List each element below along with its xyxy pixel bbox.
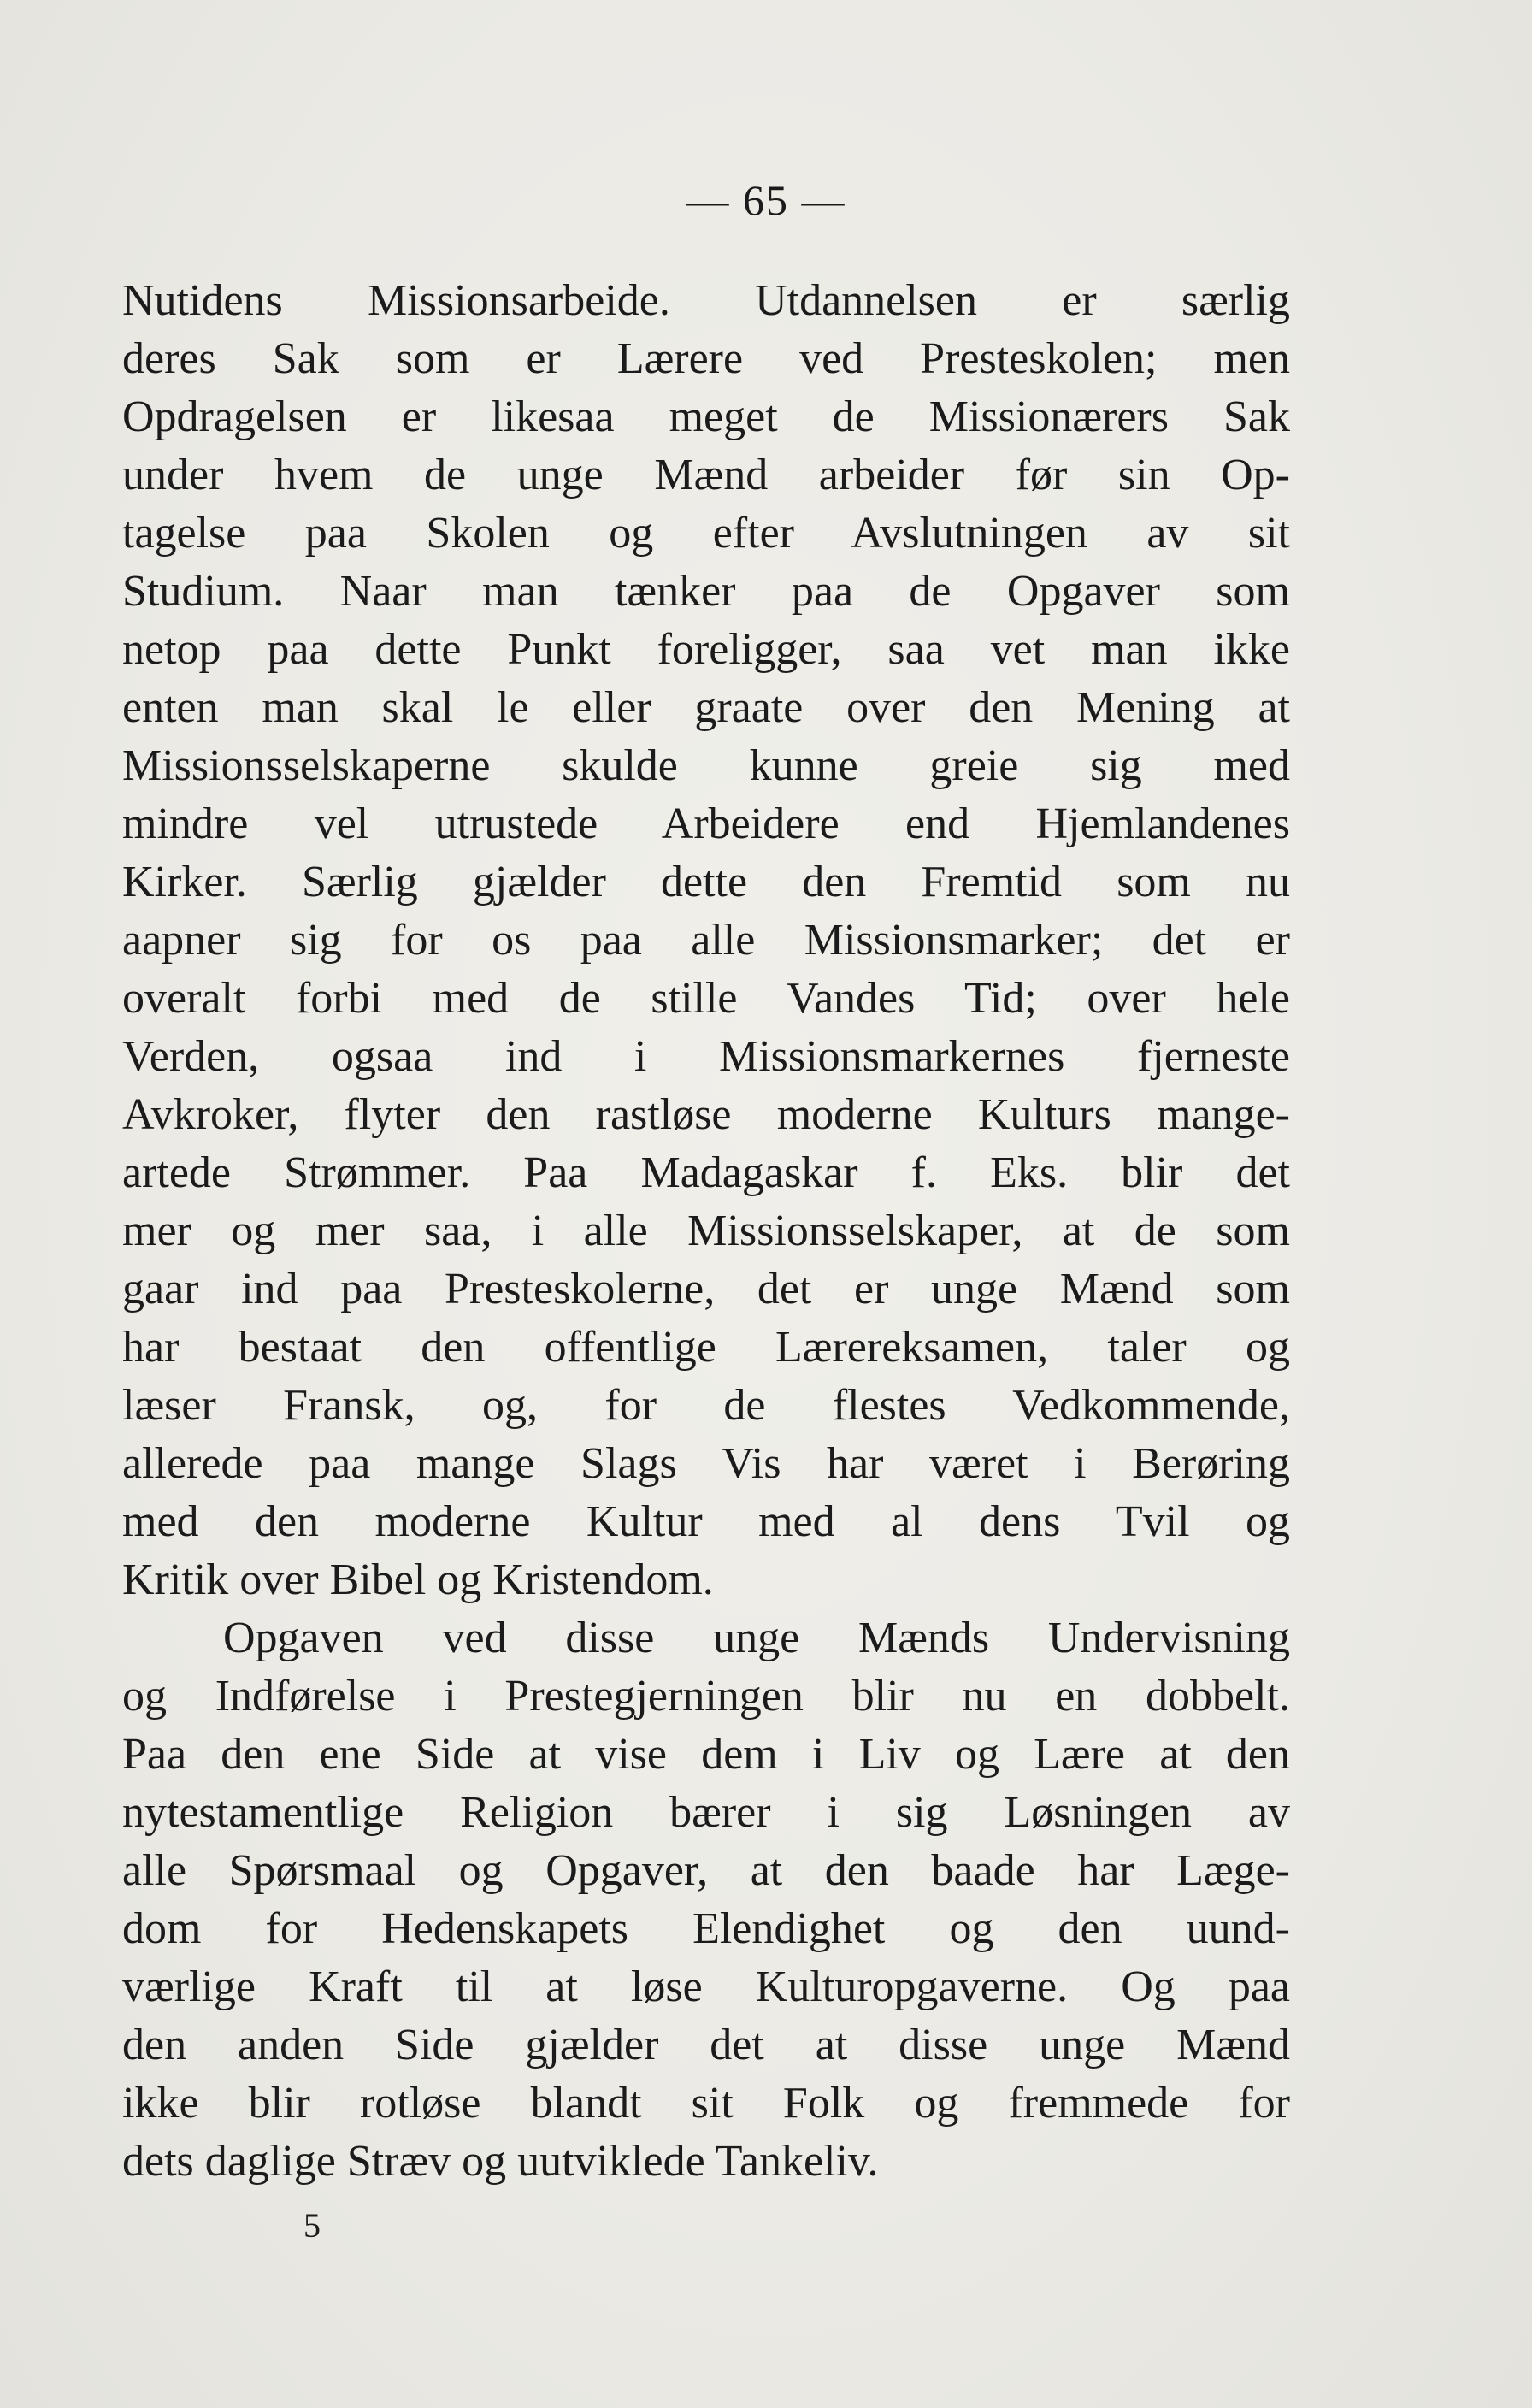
page-number: — 65 —: [686, 176, 846, 224]
text-line: alle Spørsmaal og Opgaver, at den baade har Læge-: [122, 1846, 1290, 1895]
text-line: enten man skal le eller graate over den Mening at: [122, 683, 1290, 732]
text-line: Verden, ogsaa ind i Missionsmarkernes fjerneste: [122, 1032, 1290, 1081]
text-line: tagelse paa Skolen og efter Avslutningen av sit: [122, 509, 1290, 558]
text-line: Opdragelsen er likesaa meget de Missionærers Sak: [122, 392, 1290, 441]
text-line: overalt forbi med de stille Vandes Tid; over hele: [122, 974, 1290, 1023]
text-line: værlige Kraft til at løse Kulturopgaverne. Og paa: [122, 1962, 1290, 2011]
text-line: dom for Hedenskapets Elendighet og den uund-: [122, 1904, 1290, 1953]
text-line: under hvem de unge Mænd arbeider før sin Op-: [122, 451, 1290, 499]
text-line: allerede paa mange Slags Vis har været i Berøring: [122, 1439, 1290, 1488]
text-line: Kirker. Særlig gjælder dette den Fremtid som nu: [122, 858, 1290, 906]
paragraph-start-line: Opgaven ved disse unge Mænds Undervisning: [223, 1614, 1290, 1662]
text-line: ikke blir rotløse blandt sit Folk og fremmede for: [122, 2079, 1290, 2128]
text-line: nytestamentlige Religion bærer i sig Løsningen av: [122, 1788, 1290, 1837]
text-line: mindre vel utrustede Arbeidere end Hjemlandenes: [122, 800, 1290, 848]
paragraph-end-line: dets daglige Stræv og uutviklede Tankeliv.: [122, 2137, 879, 2186]
text-line: artede Strømmer. Paa Madagaskar f. Eks. blir det: [122, 1148, 1290, 1197]
text-line: mer og mer saa, i alle Missionsselskaper, at de som: [122, 1207, 1290, 1255]
text-line: Studium. Naar man tænker paa de Opgaver som: [122, 567, 1290, 616]
text-line: har bestaat den offentlige Lærereksamen, taler og: [122, 1323, 1290, 1372]
text-line: Missionsselskaperne skulde kunne greie sig med: [122, 741, 1290, 790]
text-line: aapner sig for os paa alle Missionsmarker; det er: [122, 916, 1290, 965]
signature-mark: 5: [303, 2206, 321, 2245]
paragraph-end-line: Kritik over Bibel og Kristendom.: [122, 1555, 714, 1604]
text-line: Paa den ene Side at vise dem i Liv og Lære at den: [122, 1730, 1290, 1779]
text-line: gaar ind paa Presteskolerne, det er unge Mænd som: [122, 1265, 1290, 1313]
text-line: og Indførelse i Prestegjerningen blir nu en dobbelt.: [122, 1672, 1290, 1720]
text-line: Nutidens Missionsarbeide. Utdannelsen er særlig: [122, 276, 1290, 325]
text-line: Avkroker, flyter den rastløse moderne Kulturs mange-: [122, 1090, 1290, 1139]
text-line: netop paa dette Punkt foreligger, saa vet man ikke: [122, 625, 1290, 674]
text-line: den anden Side gjælder det at disse unge Mænd: [122, 2021, 1290, 2069]
text-line: læser Fransk, og, for de flestes Vedkommende,: [122, 1381, 1290, 1430]
text-line: med den moderne Kultur med al dens Tvil og: [122, 1497, 1290, 1546]
text-line: deres Sak som er Lærere ved Presteskolen; men: [122, 334, 1290, 383]
body-text: [122, 272, 1290, 2191]
